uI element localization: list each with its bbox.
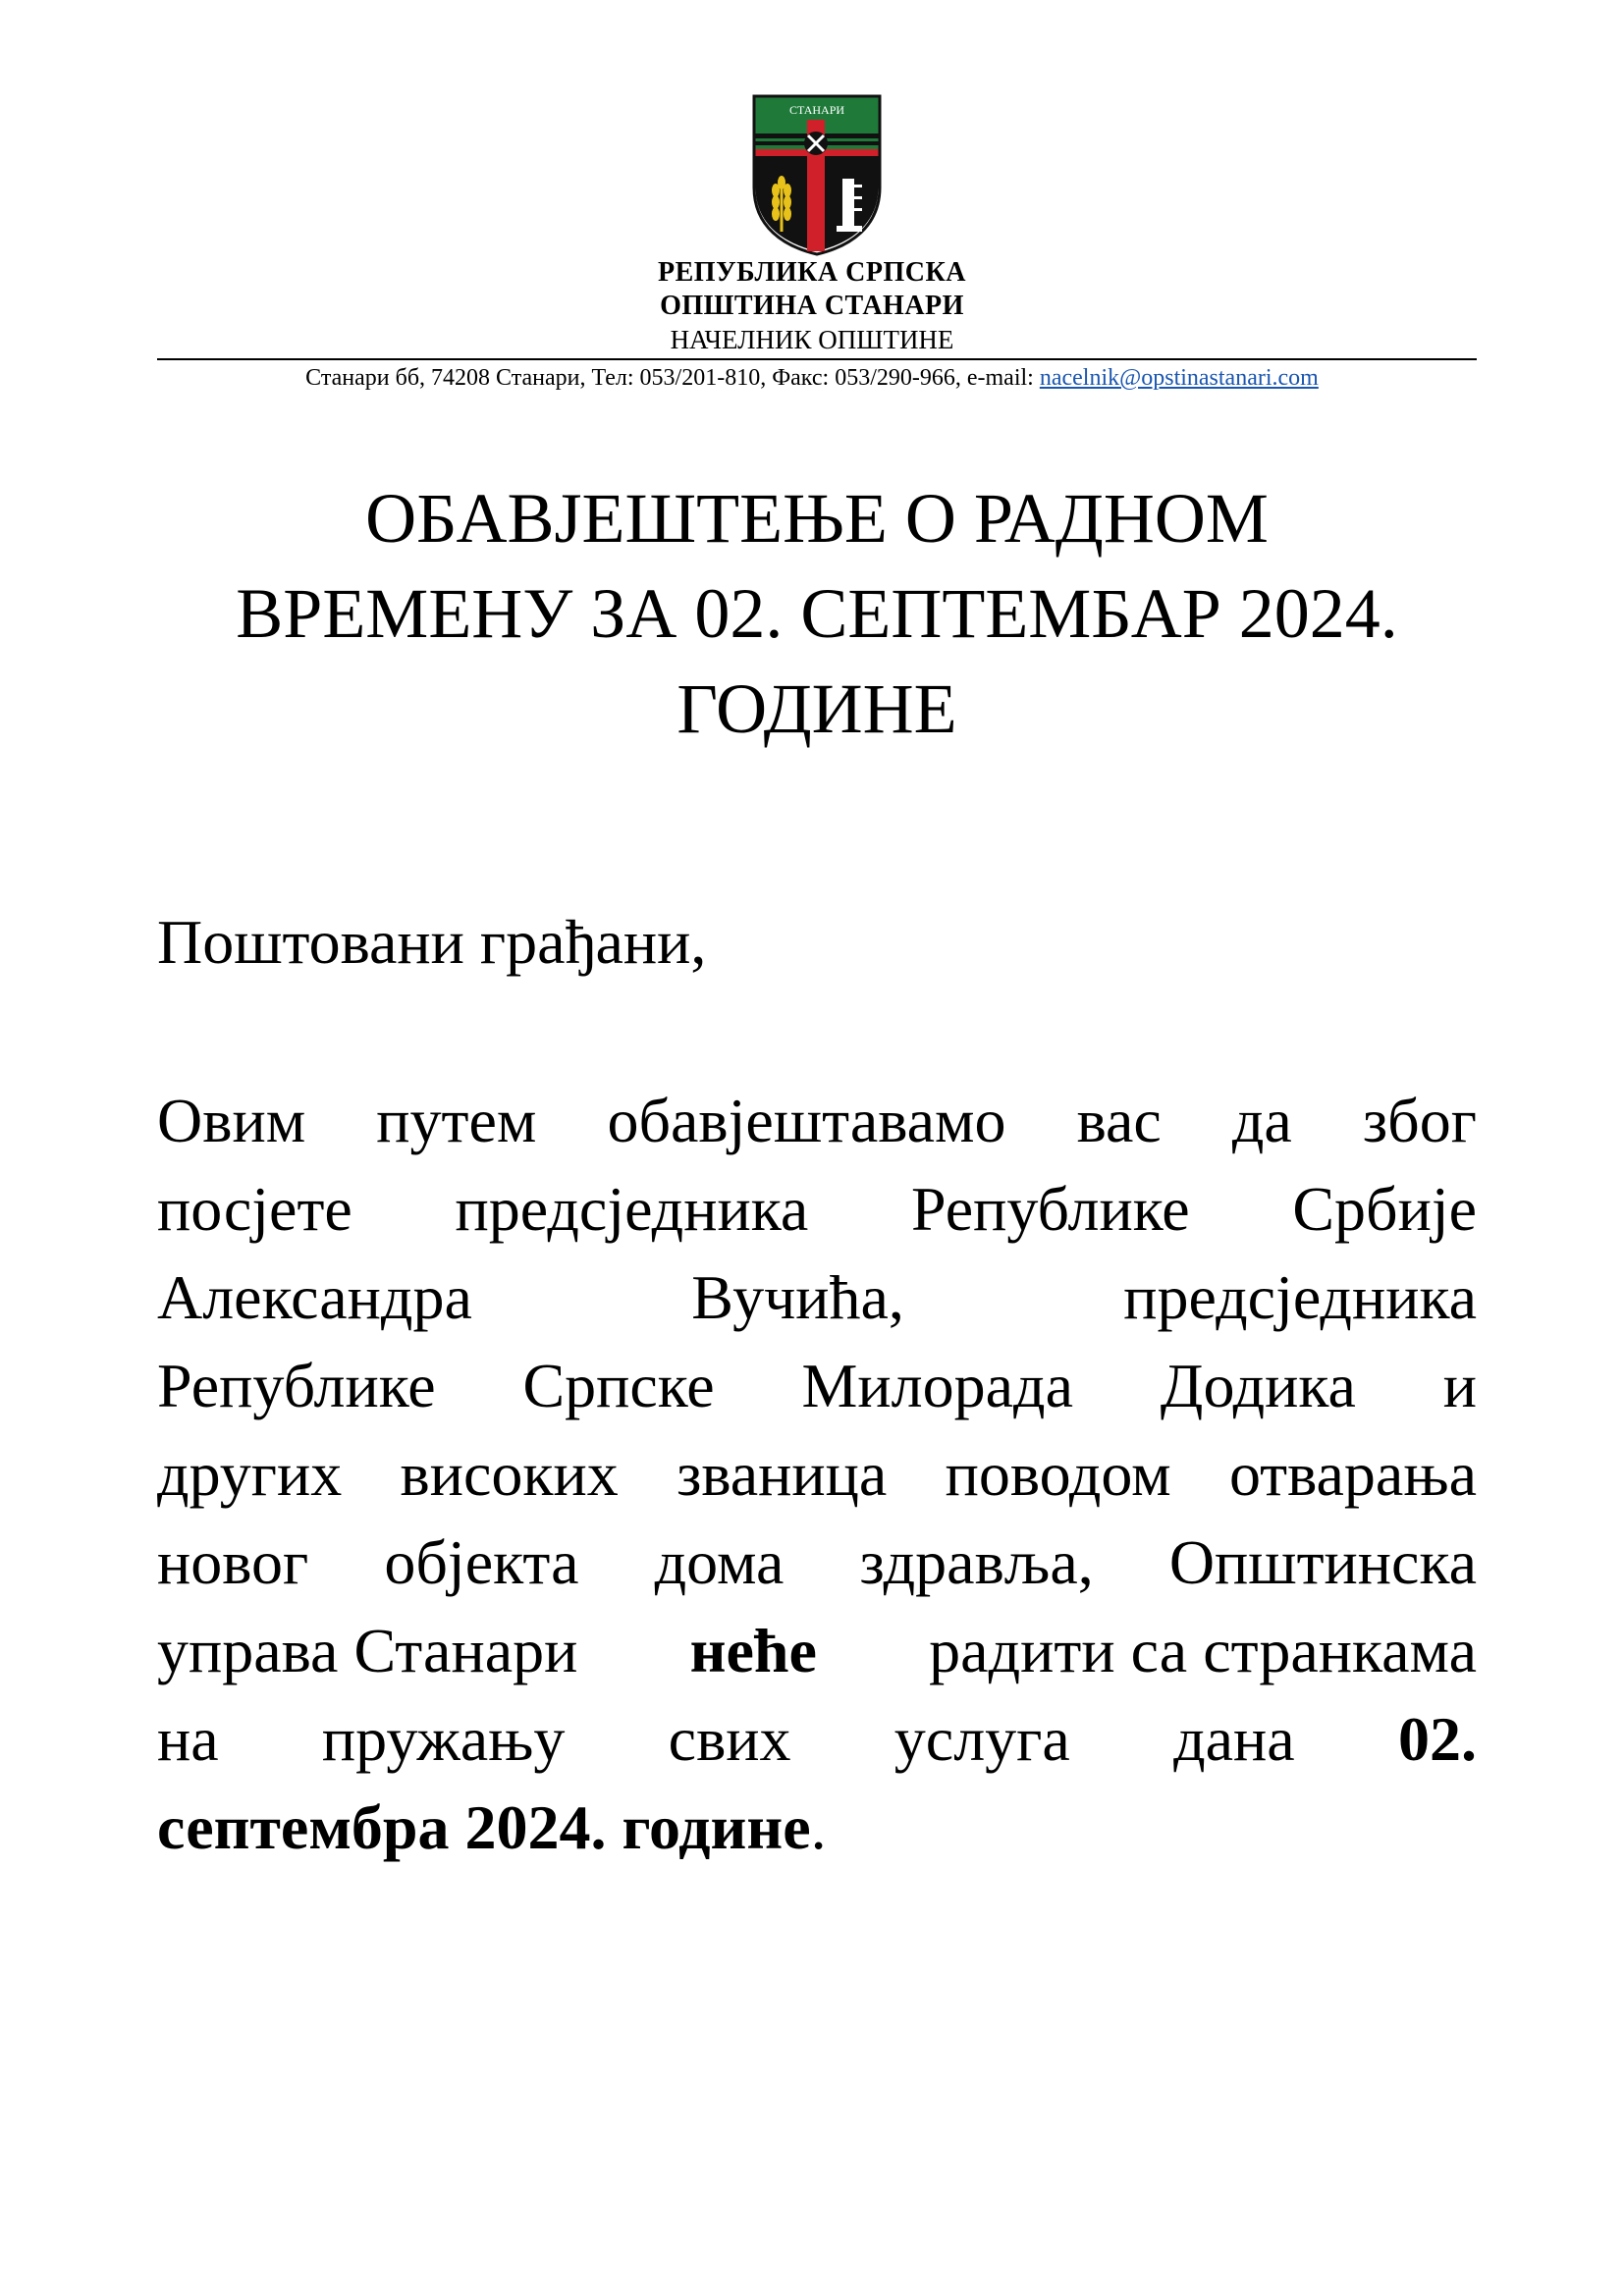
word: новог: [157, 1527, 309, 1597]
contact-line: [0, 365, 1624, 392]
salutation: Поштовани грађани,: [157, 907, 707, 977]
word: објекта: [384, 1527, 579, 1597]
word: обавјештавамо: [607, 1086, 1006, 1155]
header-republic: РЕПУБЛИКА СРПСКА: [658, 257, 966, 288]
word: свих: [668, 1704, 791, 1774]
word: Србије: [1292, 1174, 1477, 1244]
period: .: [810, 1792, 827, 1862]
word: Републике: [157, 1351, 436, 1420]
word: путем: [376, 1086, 537, 1155]
word: дома: [654, 1527, 785, 1597]
emphasis-date-day: 02.: [1397, 1704, 1477, 1774]
body-line-8: [157, 1700, 1477, 1779]
word: због: [1362, 1086, 1477, 1155]
header-divider: [157, 358, 1477, 360]
word: радити са странкама: [929, 1616, 1477, 1685]
word: предсједника: [455, 1174, 809, 1244]
municipality-coat-of-arms-icon: [752, 94, 882, 256]
word: других: [157, 1439, 343, 1509]
word: услуга: [893, 1704, 1070, 1774]
emphasis-will-not: неће: [689, 1616, 817, 1685]
word: Александра: [157, 1262, 472, 1332]
word: дана: [1173, 1704, 1295, 1774]
body-line-1: [157, 1082, 1477, 1160]
word: предсједника: [1123, 1262, 1477, 1332]
word: поводом: [945, 1439, 1171, 1509]
word: Милорада: [801, 1351, 1073, 1420]
word: високих: [400, 1439, 619, 1509]
body-line-7: [157, 1612, 1477, 1690]
email-link[interactable]: nacelnik@opstinastanari.com: [1039, 365, 1319, 391]
word: посјете: [157, 1174, 352, 1244]
word: управа Станари: [157, 1616, 578, 1685]
word: здравља,: [859, 1527, 1094, 1597]
emblem-text: СТАНАРИ: [788, 103, 845, 117]
word: Овим: [157, 1086, 306, 1155]
word: пружању: [321, 1704, 566, 1774]
emphasis-date: септембра 2024. године: [157, 1792, 811, 1862]
header-mayor: НАЧЕЛНИК ОПШТИНЕ: [670, 325, 954, 354]
word: на: [157, 1704, 219, 1774]
word: и: [1442, 1351, 1477, 1420]
word: Додика: [1160, 1351, 1356, 1420]
word: да: [1231, 1086, 1292, 1155]
body-line-5: [157, 1435, 1477, 1514]
title-line-2: ВРЕМЕНУ ЗА 02. СЕПТЕМБАР 2024.: [236, 574, 1398, 653]
body-line-6: [157, 1523, 1477, 1602]
body-line-2: [157, 1170, 1477, 1249]
word: Вучића,: [691, 1262, 904, 1332]
notice-title: [157, 471, 1477, 757]
word: Српске: [522, 1351, 715, 1420]
title-line-3: ГОДИНЕ: [677, 669, 957, 748]
word: званица: [677, 1439, 888, 1509]
title-line-1: ОБАВЈЕШТЕЊЕ О РАДНОМ: [365, 479, 1269, 558]
body-line-9: [157, 1789, 1477, 1867]
body-line-3: [157, 1258, 1477, 1337]
contact-details: Станари бб, 74208 Станари, Тел: 053/201-810, Факс: 053/290-966, e-mail:: [305, 365, 1040, 391]
word: вас: [1076, 1086, 1162, 1155]
word: отварања: [1229, 1439, 1477, 1509]
word: Општинска: [1168, 1527, 1477, 1597]
word: Републике: [910, 1174, 1190, 1244]
body-line-4: [157, 1347, 1477, 1425]
header-municipality: ОПШТИНА СТАНАРИ: [660, 291, 964, 321]
